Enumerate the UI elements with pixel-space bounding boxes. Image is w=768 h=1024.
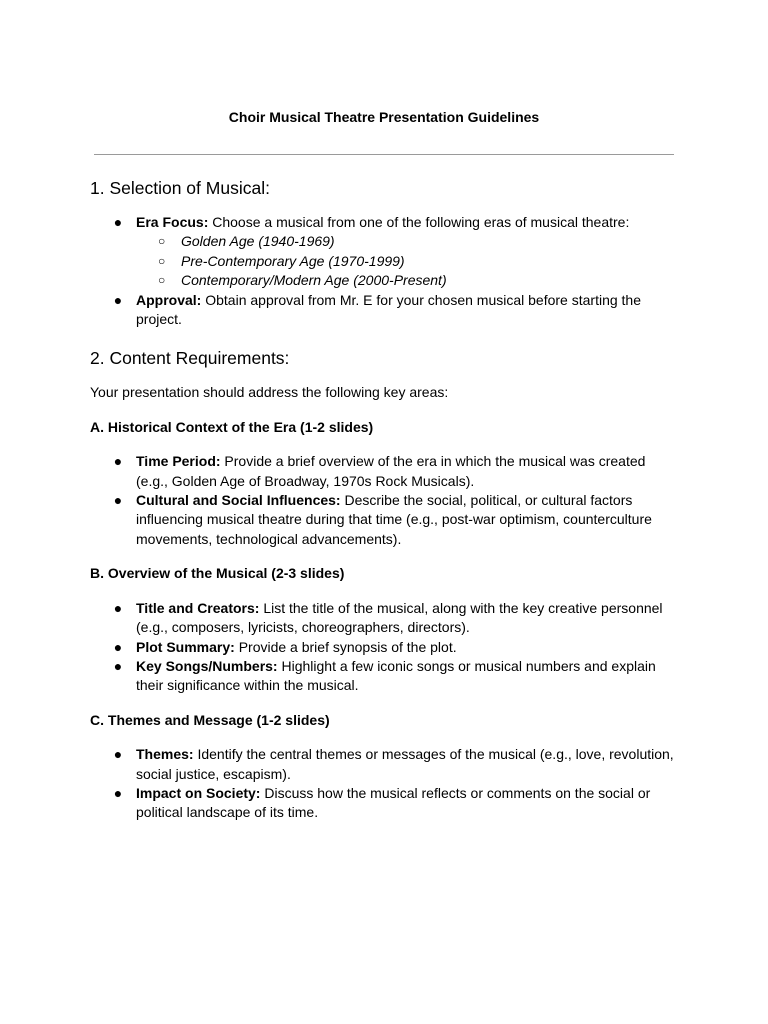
bullet-icon: ● — [113, 453, 123, 470]
list-item-era-focus — [113, 213, 680, 291]
item-text: List the title of the musical, along with the key creative personnel (e.g., composers, lyricists, choreographers, directors). — [136, 599, 663, 636]
document-title: Choir Musical Theatre Presentation Guidelines — [228, 109, 540, 125]
item-text: Highlight a few iconic songs or musical numbers and explain their significance within the musical. — [136, 657, 656, 694]
era-item-pre-contemporary — [158, 252, 680, 271]
subsection-heading-historical: A. Historical Context of the Era (1-2 slides) — [90, 418, 374, 435]
list-item-impact-society — [113, 784, 680, 823]
themes-list — [90, 745, 680, 823]
bullet-icon: ● — [113, 746, 123, 763]
section-heading-selection: 1. Selection of Musical: — [90, 178, 270, 198]
list-item-plot-summary — [113, 638, 680, 657]
era-item-text: Golden Age (1940-1969) — [181, 233, 335, 250]
item-label: Title and Creators: — [136, 599, 260, 616]
section-heading-content: 2. Content Requirements: — [90, 348, 290, 369]
bullet-icon: ● — [113, 657, 123, 674]
era-focus-text: Choose a musical from one of the following eras of musical theatre: — [208, 214, 630, 230]
era-focus-label: Era Focus: — [136, 214, 209, 230]
list-item-approval — [113, 291, 680, 330]
list-item-cultural-influences — [113, 491, 680, 549]
item-text: Provide a brief synopsis of the plot. — [234, 638, 457, 655]
bullet-icon: ● — [113, 638, 123, 655]
document-body — [90, 176, 680, 823]
list-item-title-creators — [113, 599, 680, 638]
sub-bullet-icon: ○ — [158, 253, 166, 268]
list-item-key-songs — [113, 657, 680, 696]
subsection-heading-themes: C. Themes and Message (1-2 slides) — [90, 711, 330, 728]
item-label: Themes: — [136, 746, 194, 763]
sub-bullet-icon: ○ — [158, 273, 166, 288]
horizontal-rule — [94, 154, 674, 155]
item-label: Plot Summary: — [136, 638, 235, 655]
era-item-text: Pre-Contemporary Age (1970-1999) — [181, 252, 405, 269]
bullet-icon: ● — [113, 291, 123, 308]
item-label: Time Period: — [136, 453, 221, 470]
item-text: Describe the social, political, or cultural factors influencing musical theatre during that time (e.g., post-war optimism, counterculture movements, technological advancements). — [136, 492, 652, 547]
item-label: Key Songs/Numbers: — [136, 657, 278, 674]
bullet-icon: ● — [113, 784, 123, 801]
approval-text: Obtain approval from Mr. E for your chosen musical before starting the project. — [136, 291, 641, 328]
item-text: Discuss how the musical reflects or comments on the social or political landscape of its time. — [136, 784, 651, 821]
list-item-time-period — [113, 452, 680, 491]
content-intro: Your presentation should address the following key areas: — [90, 384, 449, 401]
approval-label: Approval: — [136, 291, 202, 308]
item-label: Cultural and Social Influences: — [136, 492, 341, 509]
bullet-icon: ● — [113, 214, 123, 230]
era-item-text: Contemporary/Modern Age (2000-Present) — [181, 272, 447, 289]
subsection-heading-overview: B. Overview of the Musical (2-3 slides) — [90, 565, 345, 582]
sub-bullet-icon: ○ — [158, 234, 166, 249]
era-item-contemporary — [158, 271, 680, 290]
era-item-golden-age — [158, 232, 680, 251]
item-text: Identify the central themes or messages of the musical (e.g., love, revolution, social justice, escapism). — [136, 746, 674, 782]
item-label: Impact on Society: — [136, 784, 261, 801]
item-text: Provide a brief overview of the era in which the musical was created (e.g., Golden Age of Broadway, 1970s Rock Musicals). — [136, 453, 646, 489]
overview-list — [90, 599, 680, 696]
selection-list — [90, 213, 680, 329]
era-sub-list — [136, 232, 680, 290]
historical-list — [90, 452, 680, 549]
bullet-icon: ● — [113, 492, 123, 509]
bullet-icon: ● — [113, 599, 123, 616]
list-item-themes — [113, 745, 680, 784]
